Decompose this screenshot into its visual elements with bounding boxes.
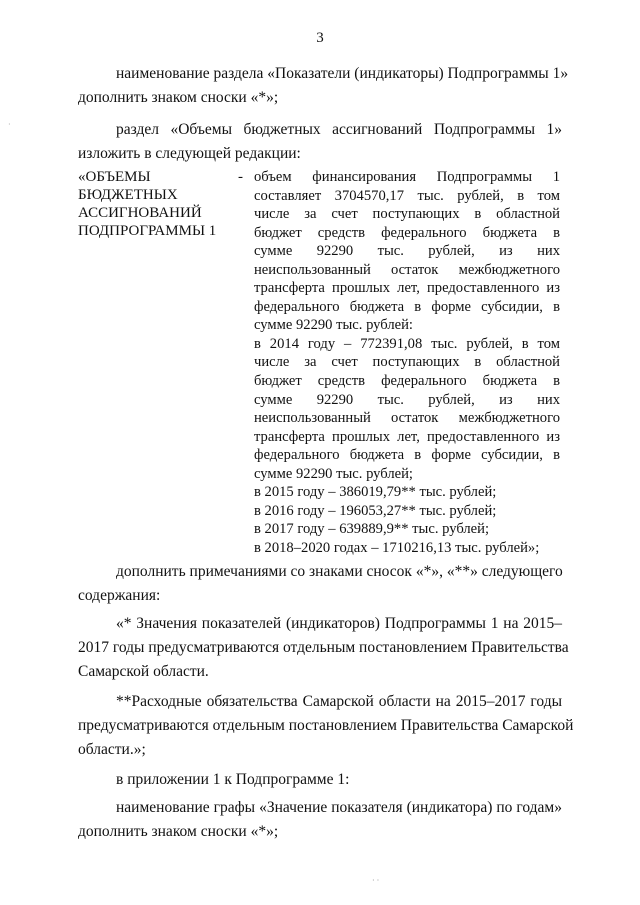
heading-line: БЮДЖЕТНЫХ xyxy=(78,187,178,203)
content-line: сумме 92290 тыс. рублей; xyxy=(254,465,413,482)
content-line: неиспользованный остаток межбюджетного xyxy=(254,261,560,278)
content-line: сумме 92290 тыс. рублей: xyxy=(254,317,413,334)
content-line: неиспользованный остаток межбюджетного xyxy=(254,410,560,427)
paragraph-footnotes-intro xyxy=(78,560,562,608)
text-line: дополнить знаком сноски «*»; xyxy=(78,823,279,840)
content-line: в 2016 году – 196053,27** тыс. рублей; xyxy=(254,502,497,519)
content-line: в 2015 году – 386019,79** тыс. рублей; xyxy=(254,484,497,501)
content-line: числе за счет поступающих в областной xyxy=(254,354,560,371)
text-line: наименование раздела «Показатели (индикаторы) Подпрограммы 1» xyxy=(116,65,569,82)
content-line: бюджет средств федерального бюджета в xyxy=(254,373,560,390)
scan-edge-artifact: · xyxy=(8,120,11,129)
content-line: в 2014 году – 772391,08 тыс. рублей, в том xyxy=(254,335,560,352)
paragraph-section-volumes xyxy=(78,118,562,166)
paragraph-footnote-2 xyxy=(78,690,574,762)
text-line: дополнить знаком сноски «*»; xyxy=(78,89,279,106)
content-line: бюджет средств федерального бюджета в xyxy=(254,224,560,241)
content-line: федерального бюджета в форме субсидии, в xyxy=(254,298,560,315)
content-line: сумме 92290 тыс. рублей, из них xyxy=(254,391,560,408)
text-line: дополнить примечаниями со знаками сносок «*», «**» следующего xyxy=(116,563,563,580)
text-line: Самарской области. xyxy=(78,663,209,680)
text-line: в приложении 1 к Подпрограмме 1: xyxy=(116,771,350,788)
text-line: изложить в следующей редакции: xyxy=(78,145,301,162)
text-line: наименование графы «Значение показателя (индикатора) по годам» xyxy=(116,799,562,816)
content-line: объем финансирования Подпрограммы 1 xyxy=(254,169,560,185)
text-line: предусматриваются отдельным постановлением Правительства Самарской xyxy=(78,717,574,734)
table-left-heading xyxy=(78,168,228,240)
scan-artifact: · · xyxy=(372,876,380,885)
heading-line: АССИГНОВАНИЙ xyxy=(78,205,202,221)
heading-line: «ОБЪЕМЫ xyxy=(78,169,151,185)
content-line: в 2018–2020 годах – 1710216,13 тыс. рублей»; xyxy=(254,539,540,556)
content-line: трансферта прошлых лет, предоставленного из xyxy=(254,428,560,445)
text-line: «* Значения показателей (индикаторов) Подпрограммы 1 на 2015– xyxy=(116,615,562,632)
table-dash: - xyxy=(238,169,243,185)
content-line: федерального бюджета в форме субсидии, в xyxy=(254,447,560,464)
content-line: числе за счет поступающих в областной xyxy=(254,206,560,223)
paragraph-section-name xyxy=(78,62,569,110)
text-line: 2017 годы предусматриваются отдельным постановлением Правительства xyxy=(78,639,569,656)
text-line: **Расходные обязательства Самарской области на 2015–2017 годы xyxy=(116,693,562,710)
table-right-content xyxy=(254,168,560,557)
content-line: в 2017 году – 639889,9** тыс. рублей; xyxy=(254,521,490,538)
page-number: 3 xyxy=(316,30,324,46)
text-line: области.»; xyxy=(78,741,146,758)
paragraph-column-name xyxy=(78,796,562,844)
text-line: раздел «Объемы бюджетных ассигнований Подпрограммы 1» xyxy=(116,121,562,138)
paragraph-appendix xyxy=(78,768,562,792)
heading-line: ПОДПРОГРАММЫ 1 xyxy=(78,223,217,239)
text-line: содержания: xyxy=(78,587,161,604)
content-line: составляет 3704570,17 тыс. рублей, в том xyxy=(254,187,560,204)
content-line: сумме 92290 тыс. рублей, из них xyxy=(254,243,560,260)
content-line: трансферта прошлых лет, предоставленного из xyxy=(254,280,560,297)
paragraph-footnote-1 xyxy=(78,612,569,684)
